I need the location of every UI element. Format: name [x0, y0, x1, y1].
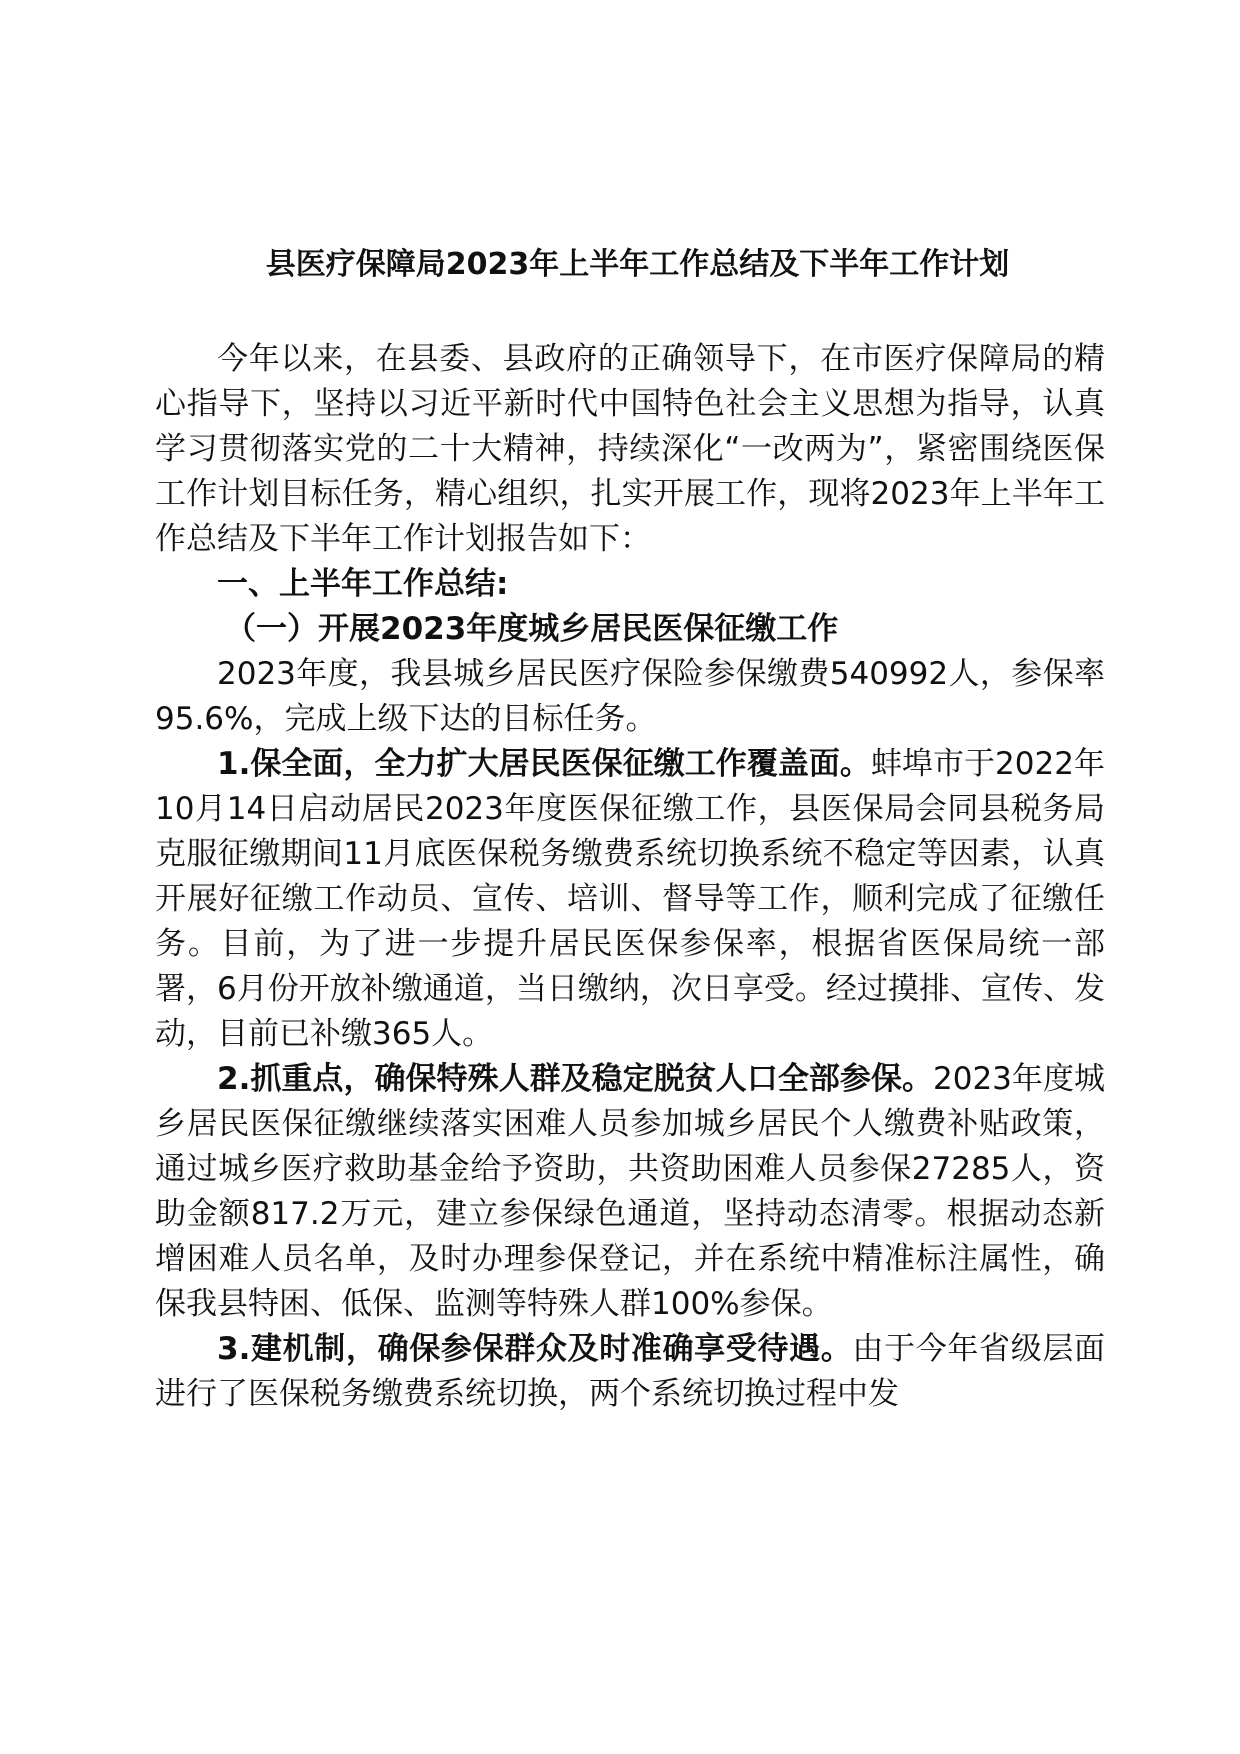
document-page [155, 245, 1105, 1417]
intro-paragraph: 今年以来，在县委、县政府的正确领导下，在市医疗保障局的精心指导下，坚持以习近平新时代中国特色社会主义思想为指导，认真学习贯彻落实党的二十大精神，持续深化“一改两为”，紧密围绕医保工作计划目标任务，精心组织，扎实开展工作，现将2023年上半年工作总结及下半年工作计划报告如下： [155, 341, 1105, 557]
item-text-1: 蚌埠市于2022年10月14日启动居民2023年度医保征缴工作，县医保局会同县税务局克服征缴期间11月底医保税务缴费系统切换系统不稳定等因素，认真开展好征缴工作动员、宣传、培训、督导等工作，顺利完成了征缴任务。目前，为了进一步提升居民医保参保率，根据省医保局统一部署，6月份开放补缴通道，当日缴纳，次日享受。经过摸排、宣传、发动，目前已补缴365人。 [155, 746, 1105, 1052]
item-lead-2: 2.抓重点，确保特殊人群及稳定脱贫人口全部参保。 [217, 1061, 933, 1097]
section-heading: 一、上半年工作总结: [217, 566, 509, 602]
item-paragraph-1 [155, 742, 1105, 1057]
item-text-2: 2023年度城乡居民医保征缴继续落实困难人员参加城乡居民个人缴费补贴政策，通过城乡医疗救助基金给予资助，共资助困难人员参保27285人，资助金额817.2万元，建立参保绿色通道，坚持动态清零。根据动态新增困难人员名单，及时办理参保登记，并在系统中精准标注属性，确保我县特困、低保、监测等特殊人群100%参保。 [155, 1061, 1105, 1322]
item-paragraph-3 [155, 1327, 1105, 1417]
item-paragraph-2 [155, 1057, 1105, 1327]
item-lead-1: 1.保全面，全力扩大居民医保征缴工作覆盖面。 [217, 746, 871, 782]
document-title: 县医疗保障局2023年上半年工作总结及下半年工作计划 [265, 247, 1010, 282]
subsection-heading: （一）开展2023年度城乡居民医保征缴工作 [225, 611, 839, 647]
item-text-3: 由于今年省级层面进行了医保税务缴费系统切换，两个系统切换过程中发 [155, 1331, 1105, 1412]
item-lead-3: 3.建机制，确保参保群众及时准确享受待遇。 [217, 1331, 853, 1367]
subsection-paragraph: 2023年度，我县城乡居民医疗保险参保缴费540992人，参保率95.6%，完成上级下达的目标任务。 [155, 656, 1105, 737]
